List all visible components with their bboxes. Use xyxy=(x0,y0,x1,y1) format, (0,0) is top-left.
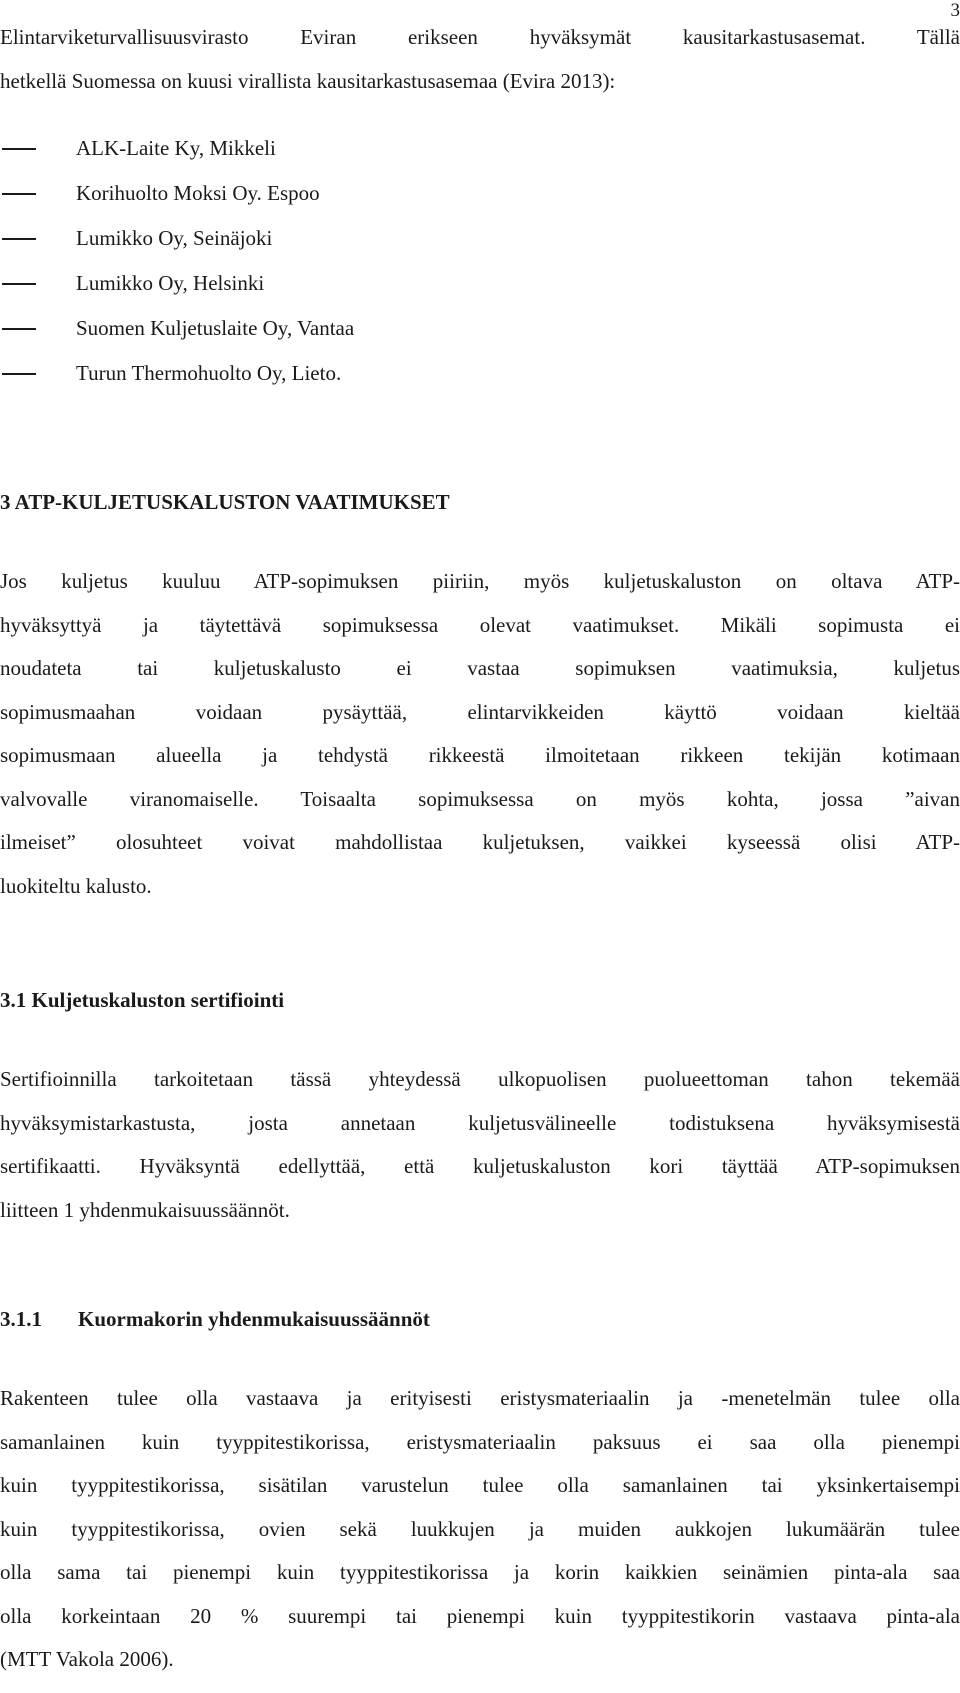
paragraph-line: luokiteltu kalusto. xyxy=(0,873,152,898)
dash-bullet-icon xyxy=(2,328,36,330)
list-item xyxy=(0,351,354,396)
paragraph-line: hyväksyttyä ja täytettävä sopimuksessa olevat vaatimukset. Mikäli sopimusta ei xyxy=(0,612,960,637)
station-label: Korihuolto Moksi Oy. Espoo xyxy=(76,181,320,205)
list-item xyxy=(0,126,354,171)
section-3-1-heading: 3.1 Kuljetuskaluston sertifiointi xyxy=(0,988,285,1012)
paragraph-line: samanlainen kuin tyyppitestikorissa, eristysmateriaalin paksuus ei saa olla pienempi xyxy=(0,1429,960,1454)
paragraph-line: olla sama tai pienempi kuin tyyppitestikorissa ja korin kaikkien seinämien pinta-ala saa xyxy=(0,1560,960,1584)
section-3-heading: 3 ATP-KULJETUSKALUSTON VAATIMUKSET xyxy=(0,490,450,514)
list-item xyxy=(0,306,354,351)
section-title: Kuormakorin yhdenmukaisuussäännöt xyxy=(78,1307,430,1331)
dash-bullet-icon xyxy=(2,283,36,285)
paragraph-line: olla korkeintaan 20 % suurempi tai pienempi kuin tyyppitestikorin vastaava pinta-ala xyxy=(0,1603,960,1628)
station-label: ALK-Laite Ky, Mikkeli xyxy=(76,136,276,160)
list-item xyxy=(0,261,354,306)
paragraph-line: valvovalle viranomaiselle. Toisaalta sopimuksessa on myös kohta, jossa ”aivan xyxy=(0,786,960,811)
intro-line: hetkellä Suomessa on kuusi virallista kausitarkastusasemaa (Evira 2013): xyxy=(0,69,616,93)
station-label: Turun Thermohuolto Oy, Lieto. xyxy=(76,361,342,385)
section-3-1-1-paragraph xyxy=(0,1377,960,1682)
section-3-paragraph xyxy=(0,560,960,908)
section-number: 3.1.1 xyxy=(0,1307,42,1331)
section-3-1-paragraph xyxy=(0,1058,960,1232)
dash-bullet-icon xyxy=(2,193,36,195)
station-label: Lumikko Oy, Seinäjoki xyxy=(76,226,273,250)
paragraph-line: kuin tyyppitestikorissa, ovien sekä luukkujen ja muiden aukkojen lukumäärän tulee xyxy=(0,1516,960,1541)
paragraph-line: Jos kuljetus kuuluu ATP-sopimuksen piiriin, myös kuljetuskaluston on oltava ATP- xyxy=(0,569,960,593)
paragraph-line: sopimusmaan alueella ja tehdystä rikkeestä ilmoitetaan rikkeen tekijän kotimaan xyxy=(0,743,960,767)
paragraph-line: liitteen 1 yhdenmukaisuussäännöt. xyxy=(0,1197,290,1222)
paragraph-line: noudateta tai kuljetuskalusto ei vastaa sopimuksen vaatimuksia, kuljetus xyxy=(0,656,960,680)
station-list xyxy=(0,126,354,396)
page-number: 3 xyxy=(950,0,960,21)
paragraph-line: Sertifioinnilla tarkoitetaan tässä yhteydessä ulkopuolisen puolueettoman tahon tekemää xyxy=(0,1067,960,1091)
paragraph-line: sopimusmaahan voidaan pysäyttää, elintarvikkeiden käyttö voidaan kieltää xyxy=(0,699,960,724)
intro-paragraph xyxy=(0,16,960,104)
station-label: Lumikko Oy, Helsinki xyxy=(76,271,265,295)
list-item xyxy=(0,216,354,261)
intro-line: Elintarviketurvallisuusvirasto Eviran erikseen hyväksymät kausitarkastusasemat. Tällä xyxy=(0,25,960,49)
section-3-1-1-heading xyxy=(0,1307,430,1332)
dash-bullet-icon xyxy=(2,238,36,240)
paragraph-line: (MTT Vakola 2006). xyxy=(0,1647,174,1671)
dash-bullet-icon xyxy=(2,373,36,375)
paragraph-line: Rakenteen tulee olla vastaava ja erityisesti eristysmateriaalin ja -menetelmän tulee olla xyxy=(0,1386,960,1410)
paragraph-line: ilmeiset” olosuhteet voivat mahdollistaa kuljetuksen, vaikkei kyseessä olisi ATP- xyxy=(0,830,960,854)
paragraph-line: kuin tyyppitestikorissa, sisätilan varustelun tulee olla samanlainen tai yksinkertaisempi xyxy=(0,1473,960,1497)
paragraph-line: hyväksymistarkastusta, josta annetaan kuljetusvälineelle todistuksena hyväksymisestä xyxy=(0,1110,960,1135)
paragraph-line: sertifikaatti. Hyväksyntä edellyttää, että kuljetuskaluston kori täyttää ATP-sopimuksen xyxy=(0,1154,960,1178)
station-label: Suomen Kuljetuslaite Oy, Vantaa xyxy=(76,316,355,340)
dash-bullet-icon xyxy=(2,148,36,150)
list-item xyxy=(0,171,354,216)
